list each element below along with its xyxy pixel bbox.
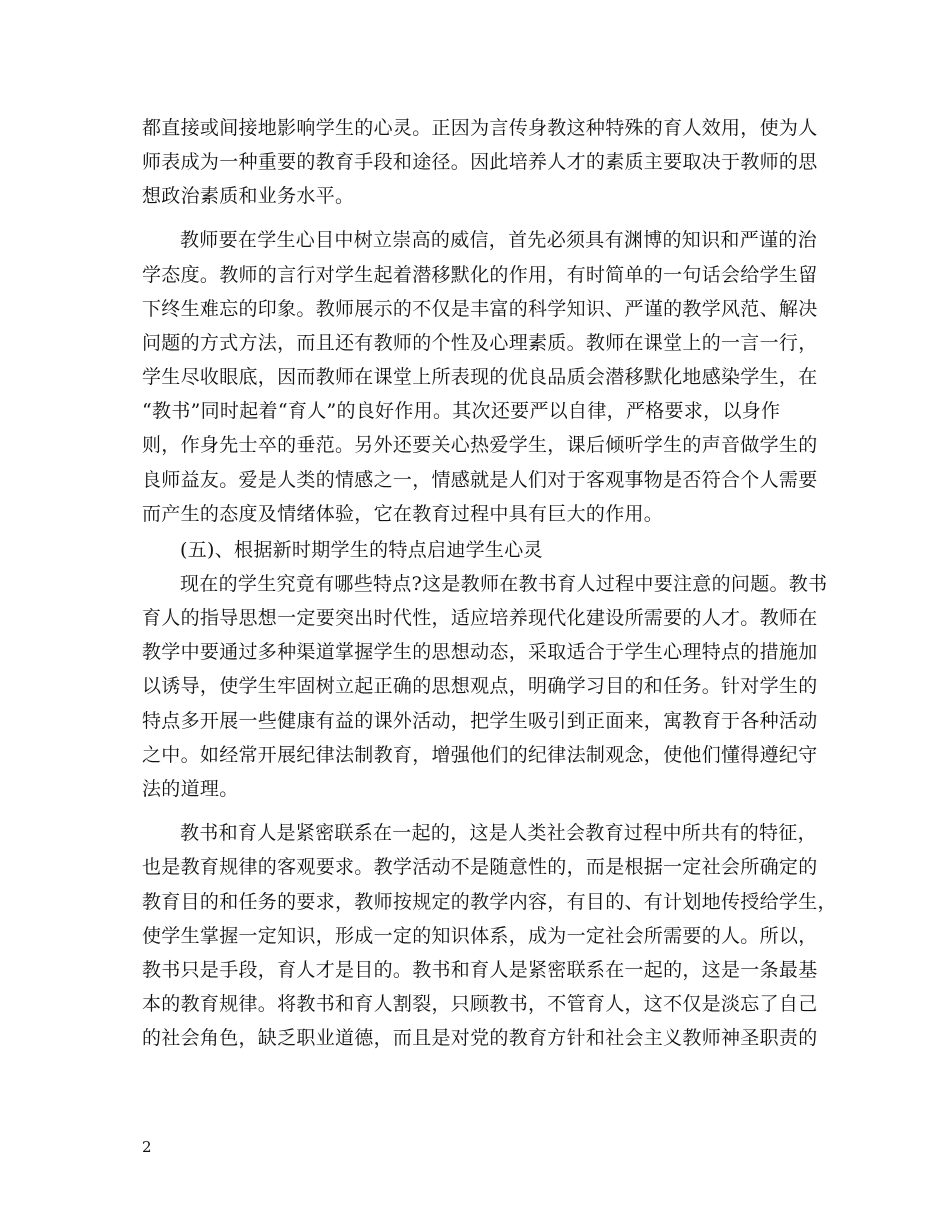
text-line: 使学生掌握一定知识，形成一定的知识体系，成为一定社会所需要的人。所以， <box>142 925 818 947</box>
text-line: 教书只是手段，育人才是目的。教书和育人是紧密联系在一起的，这是一条最基 <box>142 959 818 981</box>
text-line: 良师益友。爱是人类的情感之一，情感就是人们对于客观事物是否符合个人需要 <box>142 469 818 491</box>
text-line: 学态度。教师的言行对学生起着潜移默化的作用，有时简单的一句话会给学生留 <box>142 264 818 286</box>
text-line: 教育目的和任务的要求，教师按规定的教学内容，有目的、有计划地传授给学生， <box>142 891 837 913</box>
text-line: 教学中要通过多种渠道掌握学生的思想动态，采取适合于学生心理特点的措施加 <box>142 641 818 663</box>
text-line: 本的教育规律。将教书和育人割裂，只顾教书，不管育人，这不仅是淡忘了自己 <box>142 993 818 1015</box>
text-line: 学生尽收眼底，因而教师在课堂上所表现的优良品质会潜移默化地感染学生，在 <box>142 366 818 388</box>
text-line: 特点多开展一些健康有益的课外活动，把学生吸引到正面来，寓教育于各种活动 <box>142 710 818 732</box>
text-line: 想政治素质和业务水平。 <box>142 185 355 207</box>
text-line: 问题的方式方法，而且还有教师的个性及心理素质。教师在课堂上的一言一行， <box>142 332 818 354</box>
paragraph-first-line: 教书和育人是紧密联系在一起的，这是人类社会教育过程中所共有的特征， <box>180 822 817 844</box>
text-line: 而产生的态度及情绪体验，它在教育过程中具有巨大的作用。 <box>142 503 664 525</box>
text-line: 育人的指导思想一定要突出时代性，适应培养现代化建设所需要的人才。教师在 <box>142 607 818 629</box>
text-line: 以诱导，使学生牢固树立起正确的思想观点，明确学习目的和任务。针对学生的 <box>142 675 818 697</box>
text-line: 法的道理。 <box>142 778 239 800</box>
text-line: 之中。如经常开展纪律法制教育，增强他们的纪律法制观念，使他们懂得遵纪守 <box>142 744 818 766</box>
text-line: 的社会角色，缺乏职业道德，而且是对党的教育方针和社会主义教师神圣职责的 <box>142 1027 818 1049</box>
text-line: 也是教育规律的客观要求。教学活动不是随意性的，而是根据一定社会所确定的 <box>142 856 818 878</box>
text-line: 师表成为一种重要的教育手段和途径。因此培养人才的素质主要取决于教师的思 <box>142 151 818 173</box>
text-line: 都直接或间接地影响学生的心灵。正因为言传身教这种特殊的育人效用，使为人 <box>142 117 818 139</box>
paragraph-first-line: 现在的学生究竟有哪些特点?这是教师在教书育人过程中要注意的问题。教书 <box>180 573 828 595</box>
paragraph-first-line: 教师要在学生心目中树立崇高的威信，首先必须具有渊博的知识和严谨的治 <box>180 229 817 251</box>
text-line: 下终生难忘的印象。教师展示的不仅是丰富的科学知识、严谨的教学风范、解决 <box>142 298 818 320</box>
section-heading: (五)、根据新时期学生的特点启迪学生心灵 <box>180 539 543 561</box>
page-number: 2 <box>142 1138 152 1156</box>
text-line: “教书”同时起着“育人”的良好作用。其次还要严以自律，严格要求，以身作 <box>142 400 781 422</box>
text-line: 则，作身先士卒的垂范。另外还要关心热爱学生，课后倾听学生的声音做学生的 <box>142 434 818 456</box>
